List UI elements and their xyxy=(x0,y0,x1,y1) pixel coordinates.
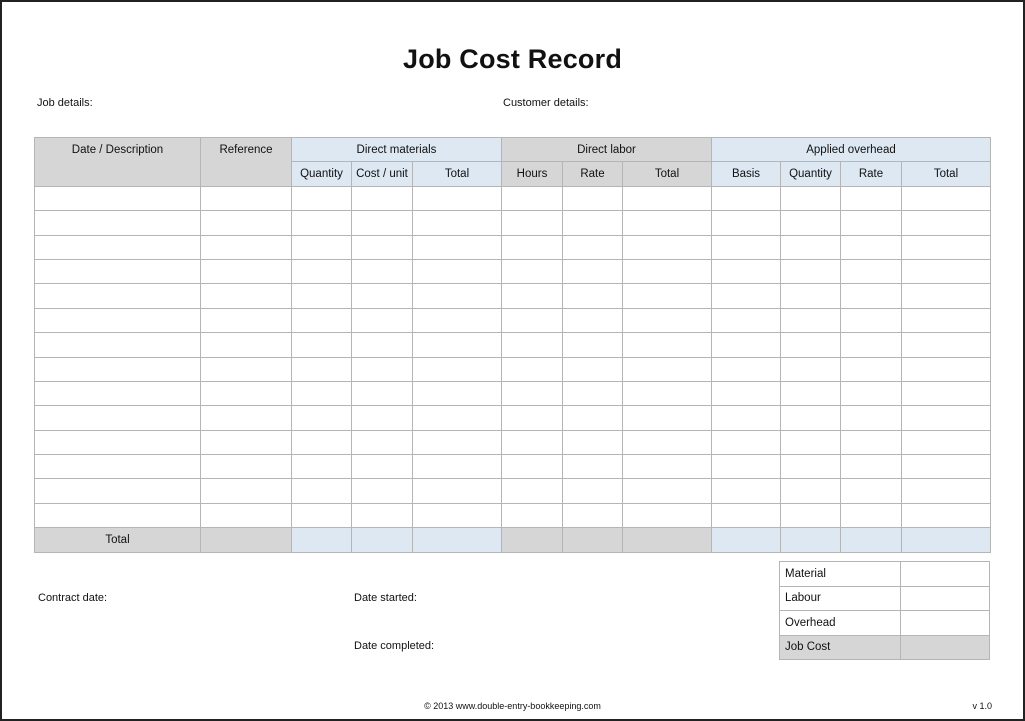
entry-cell[interactable] xyxy=(35,308,201,332)
entry-cell[interactable] xyxy=(841,333,902,357)
customer-details-label: Customer details: xyxy=(503,97,589,109)
table-row xyxy=(35,406,991,430)
entry-cell[interactable] xyxy=(781,259,841,283)
entry-cell[interactable] xyxy=(352,284,413,308)
entry-cell[interactable] xyxy=(712,455,781,479)
entry-cell[interactable] xyxy=(35,430,201,454)
entry-cell[interactable] xyxy=(902,479,991,503)
entry-cell[interactable] xyxy=(201,503,292,527)
entry-cell[interactable] xyxy=(623,333,712,357)
dl-hours-header: Hours xyxy=(502,162,563,186)
dm-cost-unit-header: Cost / unit xyxy=(352,162,413,186)
entry-cell[interactable] xyxy=(413,406,502,430)
entry-cell[interactable] xyxy=(352,479,413,503)
entry-cell[interactable] xyxy=(413,186,502,210)
entry-cell[interactable] xyxy=(781,381,841,405)
entry-cell[interactable] xyxy=(292,381,352,405)
summary-value-cell[interactable] xyxy=(901,635,990,660)
summary-label-labour: Labour xyxy=(780,586,901,611)
entry-cell[interactable] xyxy=(413,308,502,332)
entry-cell[interactable] xyxy=(902,430,991,454)
version-label: v 1.0 xyxy=(972,701,992,711)
summary-label-material: Material xyxy=(780,562,901,587)
total-cell[interactable] xyxy=(502,528,563,552)
entry-cell[interactable] xyxy=(502,479,563,503)
entry-cell[interactable] xyxy=(352,186,413,210)
table-row xyxy=(35,211,991,235)
table-row xyxy=(35,186,991,210)
entry-cell[interactable] xyxy=(201,186,292,210)
entry-cell[interactable] xyxy=(201,235,292,259)
table-row xyxy=(35,455,991,479)
entry-cell[interactable] xyxy=(35,357,201,381)
direct-materials-header: Direct materials xyxy=(292,138,502,162)
table-row xyxy=(35,479,991,503)
entry-cell[interactable] xyxy=(413,333,502,357)
entry-cell[interactable] xyxy=(413,259,502,283)
entry-cell[interactable] xyxy=(413,503,502,527)
total-cell[interactable] xyxy=(201,528,292,552)
entry-cell[interactable] xyxy=(201,308,292,332)
total-cell[interactable] xyxy=(413,528,502,552)
entry-cell[interactable] xyxy=(902,308,991,332)
entry-cell[interactable] xyxy=(623,186,712,210)
entry-cell[interactable] xyxy=(712,503,781,527)
entry-cell[interactable] xyxy=(712,333,781,357)
total-cell[interactable] xyxy=(841,528,902,552)
total-cell[interactable] xyxy=(902,528,991,552)
entry-cell[interactable] xyxy=(563,406,623,430)
dm-total-header: Total xyxy=(413,162,502,186)
entry-cell[interactable] xyxy=(292,308,352,332)
entry-cell[interactable] xyxy=(502,503,563,527)
entry-cell[interactable] xyxy=(841,430,902,454)
entry-cell[interactable] xyxy=(841,235,902,259)
entry-cell[interactable] xyxy=(712,406,781,430)
table-row xyxy=(35,284,991,308)
entry-cell[interactable] xyxy=(712,479,781,503)
entry-cell[interactable] xyxy=(623,430,712,454)
entry-cell[interactable] xyxy=(623,284,712,308)
table-row xyxy=(35,430,991,454)
entry-cell[interactable] xyxy=(201,333,292,357)
total-cell[interactable] xyxy=(352,528,413,552)
entry-cell[interactable] xyxy=(352,235,413,259)
applied-overhead-header: Applied overhead xyxy=(712,138,991,162)
entry-cell[interactable] xyxy=(781,430,841,454)
entry-cell[interactable] xyxy=(352,455,413,479)
entry-cell[interactable] xyxy=(563,430,623,454)
entry-cell[interactable] xyxy=(712,259,781,283)
entry-cell[interactable] xyxy=(292,479,352,503)
entry-cell[interactable] xyxy=(563,308,623,332)
entry-cell[interactable] xyxy=(201,479,292,503)
page-title: Job Cost Record xyxy=(402,44,623,74)
entry-cell[interactable] xyxy=(352,406,413,430)
summary-row-job-cost xyxy=(780,635,990,660)
entry-cell[interactable] xyxy=(352,357,413,381)
job-cost-table xyxy=(34,137,991,553)
direct-labor-header: Direct labor xyxy=(502,138,712,162)
entry-cell[interactable] xyxy=(201,406,292,430)
entry-cell[interactable] xyxy=(292,235,352,259)
summary-row-overhead xyxy=(780,611,990,636)
entry-cell[interactable] xyxy=(502,406,563,430)
entry-cell[interactable] xyxy=(623,308,712,332)
entry-cell[interactable] xyxy=(292,406,352,430)
entry-cell[interactable] xyxy=(712,357,781,381)
entry-cell[interactable] xyxy=(502,235,563,259)
summary-value-cell[interactable] xyxy=(901,611,990,636)
entry-cell[interactable] xyxy=(352,430,413,454)
entry-cell[interactable] xyxy=(35,381,201,405)
entry-cell[interactable] xyxy=(623,235,712,259)
entry-cell[interactable] xyxy=(712,381,781,405)
entry-cell[interactable] xyxy=(841,479,902,503)
entry-cell[interactable] xyxy=(781,235,841,259)
entry-cell[interactable] xyxy=(781,186,841,210)
entry-cell[interactable] xyxy=(902,186,991,210)
entry-cell[interactable] xyxy=(623,357,712,381)
entry-cell[interactable] xyxy=(563,211,623,235)
entry-cell[interactable] xyxy=(841,406,902,430)
entry-cell[interactable] xyxy=(563,455,623,479)
table-row xyxy=(35,503,991,527)
date-started-label: Date started: xyxy=(354,592,417,604)
table-row xyxy=(35,259,991,283)
total-cell[interactable] xyxy=(563,528,623,552)
summary-label-overhead: Overhead xyxy=(780,611,901,636)
entry-cell[interactable] xyxy=(712,430,781,454)
table-row xyxy=(35,381,991,405)
entry-cell[interactable] xyxy=(902,357,991,381)
entry-cell[interactable] xyxy=(413,211,502,235)
table-row xyxy=(35,235,991,259)
oh-quantity-header: Quantity xyxy=(781,162,841,186)
entry-cell[interactable] xyxy=(841,211,902,235)
entry-cell[interactable] xyxy=(352,333,413,357)
entry-cell[interactable] xyxy=(35,503,201,527)
entry-cell[interactable] xyxy=(502,211,563,235)
entry-cell[interactable] xyxy=(781,479,841,503)
entry-cell[interactable] xyxy=(902,406,991,430)
summary-row-material xyxy=(780,562,990,587)
entry-cell[interactable] xyxy=(712,211,781,235)
entry-cell[interactable] xyxy=(413,284,502,308)
entry-cell[interactable] xyxy=(502,259,563,283)
date-completed-label: Date completed: xyxy=(354,640,435,652)
entry-cell[interactable] xyxy=(292,357,352,381)
entry-cell[interactable] xyxy=(563,186,623,210)
entry-cell[interactable] xyxy=(902,455,991,479)
entry-cell[interactable] xyxy=(35,284,201,308)
total-cell[interactable] xyxy=(292,528,352,552)
entry-cell[interactable] xyxy=(841,455,902,479)
dm-quantity-header: Quantity xyxy=(292,162,352,186)
entry-cell[interactable] xyxy=(292,455,352,479)
entry-cell[interactable] xyxy=(502,430,563,454)
total-row xyxy=(35,528,991,552)
entry-cell[interactable] xyxy=(502,308,563,332)
entry-cell[interactable] xyxy=(413,381,502,405)
oh-total-header: Total xyxy=(902,162,991,186)
entry-cell[interactable] xyxy=(841,357,902,381)
entry-cell[interactable] xyxy=(201,259,292,283)
entry-cell[interactable] xyxy=(712,308,781,332)
entry-cell[interactable] xyxy=(623,479,712,503)
entry-cell[interactable] xyxy=(413,430,502,454)
entry-cell[interactable] xyxy=(502,284,563,308)
entry-cell[interactable] xyxy=(563,333,623,357)
entry-cell[interactable] xyxy=(292,430,352,454)
total-cell[interactable] xyxy=(781,528,841,552)
entry-cell[interactable] xyxy=(902,211,991,235)
copyright-footer: © 2013 www.double-entry-bookkeeping.com xyxy=(424,701,601,711)
entry-cell[interactable] xyxy=(563,381,623,405)
total-cell[interactable] xyxy=(623,528,712,552)
group-header-row xyxy=(35,138,991,162)
table-row xyxy=(35,333,991,357)
entry-cell[interactable] xyxy=(781,333,841,357)
entry-cell[interactable] xyxy=(902,284,991,308)
entry-cell[interactable] xyxy=(292,333,352,357)
summary-row-labour xyxy=(780,586,990,611)
entry-cell[interactable] xyxy=(623,455,712,479)
entry-cell[interactable] xyxy=(292,284,352,308)
reference-header: Reference xyxy=(201,138,292,187)
entry-cell[interactable] xyxy=(35,235,201,259)
entry-cell[interactable] xyxy=(563,235,623,259)
entry-cell[interactable] xyxy=(35,406,201,430)
entry-cell[interactable] xyxy=(413,235,502,259)
entry-cell[interactable] xyxy=(292,186,352,210)
entry-cell[interactable] xyxy=(623,381,712,405)
dl-rate-header: Rate xyxy=(563,162,623,186)
entry-cell[interactable] xyxy=(35,259,201,283)
entry-cell[interactable] xyxy=(841,259,902,283)
job-details-label: Job details: xyxy=(37,97,93,109)
entry-cell[interactable] xyxy=(502,186,563,210)
total-cell[interactable] xyxy=(712,528,781,552)
entry-cell[interactable] xyxy=(781,406,841,430)
entry-cell[interactable] xyxy=(563,357,623,381)
entry-cell[interactable] xyxy=(413,479,502,503)
entry-cell[interactable] xyxy=(563,259,623,283)
entry-cell[interactable] xyxy=(352,308,413,332)
entry-cell[interactable] xyxy=(201,381,292,405)
oh-rate-header: Rate xyxy=(841,162,902,186)
contract-date-label: Contract date: xyxy=(38,592,108,604)
entry-cell[interactable] xyxy=(413,357,502,381)
oh-basis-header: Basis xyxy=(712,162,781,186)
entry-cell[interactable] xyxy=(841,381,902,405)
entry-cell[interactable] xyxy=(201,357,292,381)
entry-cell[interactable] xyxy=(902,235,991,259)
entry-cell[interactable] xyxy=(781,211,841,235)
entry-cell[interactable] xyxy=(201,455,292,479)
entry-cell[interactable] xyxy=(292,259,352,283)
summary-label-job-cost: Job Cost xyxy=(780,635,901,660)
entry-cell[interactable] xyxy=(623,503,712,527)
entry-cell[interactable] xyxy=(781,503,841,527)
entry-cell[interactable] xyxy=(35,333,201,357)
entry-cell[interactable] xyxy=(623,259,712,283)
cost-summary-table xyxy=(779,561,990,660)
entry-cell[interactable] xyxy=(841,503,902,527)
entry-cell[interactable] xyxy=(502,381,563,405)
entry-cell[interactable] xyxy=(781,308,841,332)
entry-cell[interactable] xyxy=(201,211,292,235)
entry-cell[interactable] xyxy=(841,186,902,210)
summary-value-cell[interactable] xyxy=(901,586,990,611)
entry-cell[interactable] xyxy=(502,455,563,479)
date-description-header: Date / Description xyxy=(35,138,201,187)
entry-cell[interactable] xyxy=(902,333,991,357)
entry-cell[interactable] xyxy=(712,284,781,308)
entry-cell[interactable] xyxy=(712,186,781,210)
entry-cell[interactable] xyxy=(712,235,781,259)
entry-cell[interactable] xyxy=(902,381,991,405)
entry-cell[interactable] xyxy=(413,455,502,479)
entry-cell[interactable] xyxy=(35,211,201,235)
summary-value-cell[interactable] xyxy=(901,562,990,587)
entry-cell[interactable] xyxy=(35,455,201,479)
entry-cell[interactable] xyxy=(201,284,292,308)
table-row xyxy=(35,308,991,332)
entry-cell[interactable] xyxy=(292,211,352,235)
entry-cell[interactable] xyxy=(781,455,841,479)
entry-cell[interactable] xyxy=(841,284,902,308)
entry-cell[interactable] xyxy=(781,357,841,381)
entry-cell[interactable] xyxy=(352,503,413,527)
dl-total-header: Total xyxy=(623,162,712,186)
entry-cell[interactable] xyxy=(623,211,712,235)
total-label: Total xyxy=(35,528,201,552)
entry-cell[interactable] xyxy=(352,211,413,235)
entry-cell[interactable] xyxy=(352,259,413,283)
entry-cell[interactable] xyxy=(902,259,991,283)
entry-cell[interactable] xyxy=(563,284,623,308)
entry-cell[interactable] xyxy=(902,503,991,527)
entry-cell[interactable] xyxy=(292,503,352,527)
entry-cell[interactable] xyxy=(623,406,712,430)
entry-cell[interactable] xyxy=(35,479,201,503)
entry-cell[interactable] xyxy=(502,333,563,357)
entry-cell[interactable] xyxy=(35,186,201,210)
entry-cell[interactable] xyxy=(502,357,563,381)
entry-cell[interactable] xyxy=(563,503,623,527)
entry-cell[interactable] xyxy=(352,381,413,405)
table-row xyxy=(35,357,991,381)
entry-cell[interactable] xyxy=(841,308,902,332)
entry-cell[interactable] xyxy=(781,284,841,308)
entry-cell[interactable] xyxy=(563,479,623,503)
entry-cell[interactable] xyxy=(201,430,292,454)
